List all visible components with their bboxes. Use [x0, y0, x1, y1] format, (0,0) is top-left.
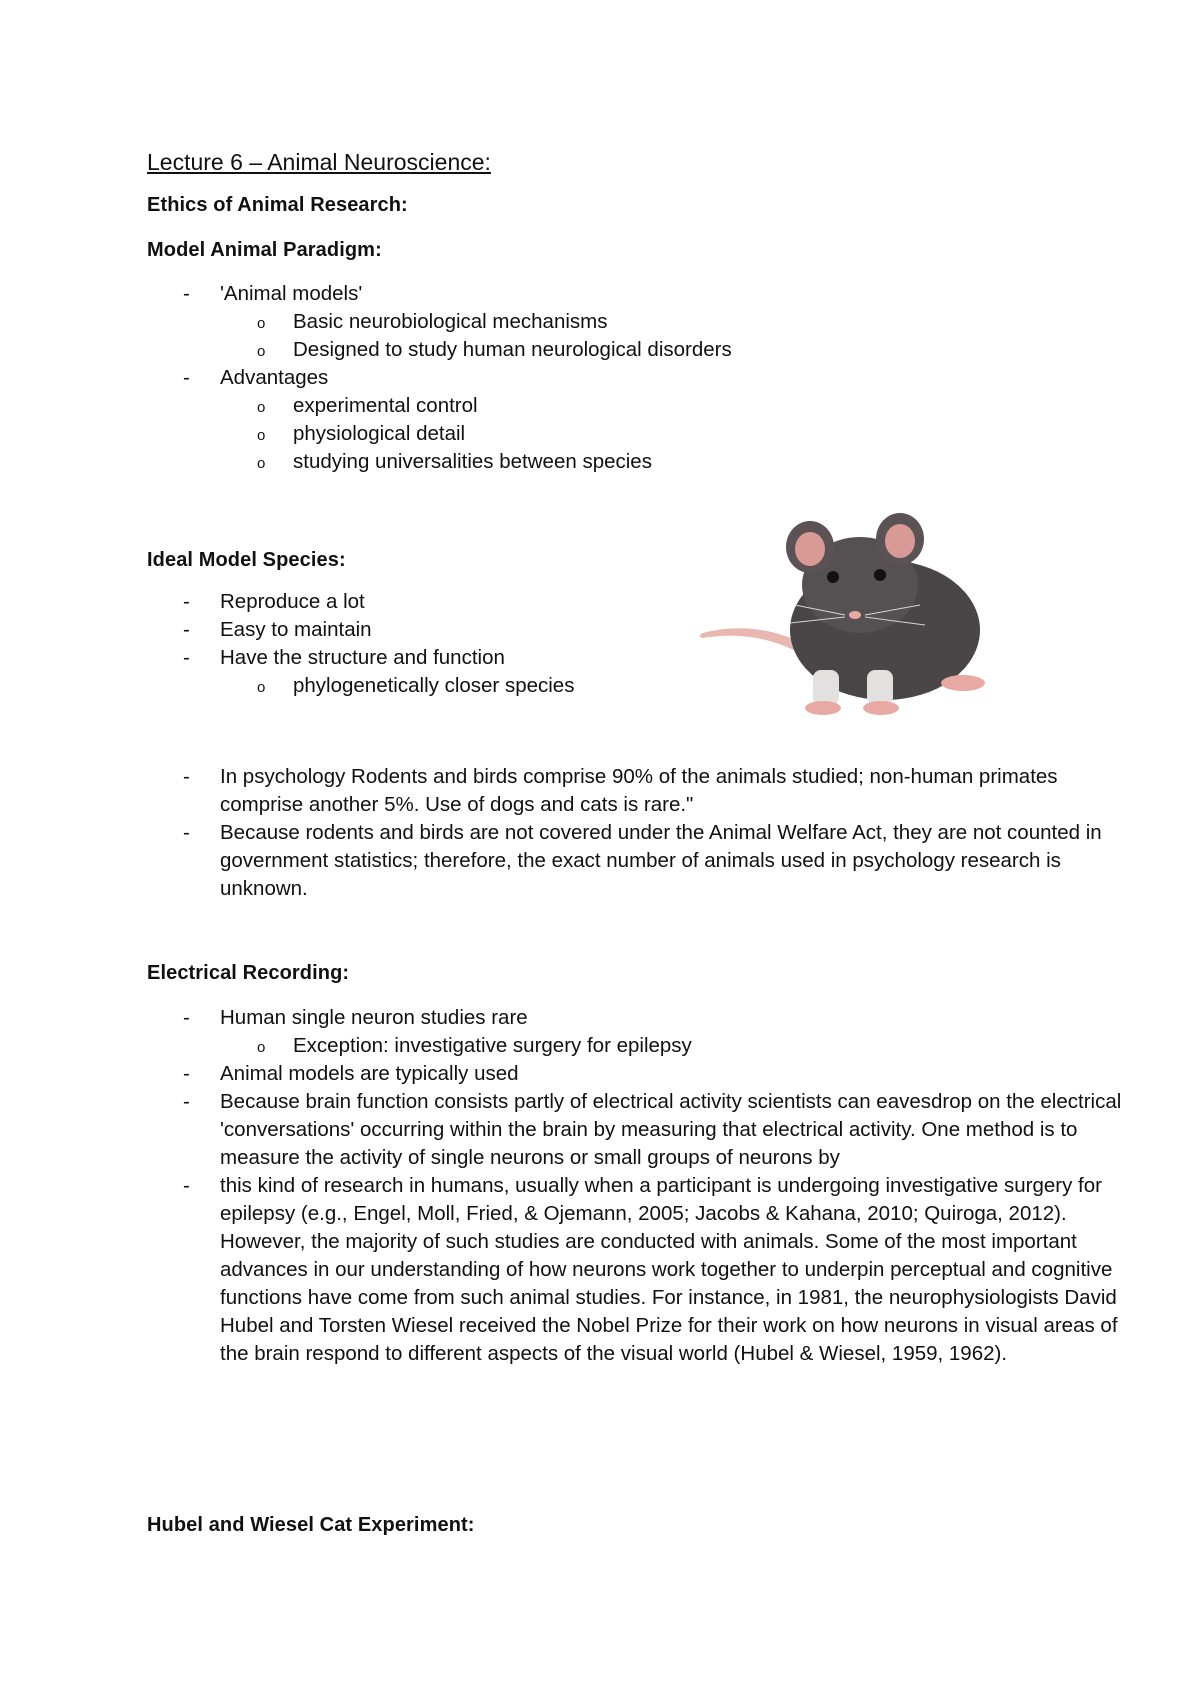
circle-bullet-icon: o: [257, 343, 266, 360]
dash-bullet: -: [183, 821, 190, 844]
circle-bullet-icon: o: [257, 315, 266, 332]
sub-list-item: [147, 308, 732, 336]
sub-list-item: [147, 1032, 1125, 1060]
list-item-text: 'Animal models': [220, 282, 363, 305]
list-item: [147, 1004, 1125, 1032]
sub-item-text: phylogenetically closer species: [293, 674, 575, 697]
rat-leg-front-left: [813, 670, 839, 705]
list-item-text: Because brain function consists partly of electrical activity scientists can eavesdrop on the electrical 'conversations' occurring within the brain by measuring that electrical activity. One method is to measure the activity of single neurons or small groups of neurons by: [220, 1090, 1122, 1169]
ideal-species-notes: [147, 763, 1125, 903]
sub-list-item: [147, 392, 732, 420]
rat-paw-hind: [941, 675, 985, 691]
list-item: [147, 1172, 1125, 1368]
list-item-text: Easy to maintain: [220, 618, 372, 641]
sub-list-item: [147, 448, 732, 476]
heading-ideal-model-species: Ideal Model Species:: [147, 549, 346, 571]
rat-leg-front-right: [867, 670, 893, 705]
sub-item-text: Basic neurobiological mechanisms: [293, 310, 608, 333]
rat-tail: [700, 628, 805, 655]
list-item-text: Animal models are typically used: [220, 1062, 519, 1085]
list-item-text: Advantages: [220, 366, 329, 389]
sub-item-text: physiological detail: [293, 422, 466, 445]
sub-list-item: [147, 336, 732, 364]
heading-electrical-recording: Electrical Recording:: [147, 962, 350, 984]
dash-bullet: -: [183, 590, 190, 613]
heading-ethics: Ethics of Animal Research:: [147, 194, 408, 216]
list-item-text: Have the structure and function: [220, 646, 505, 669]
list-item-text: Reproduce a lot: [220, 590, 365, 613]
electrical-recording-list: [147, 1004, 1125, 1368]
heading-hubel-wiesel: Hubel and Wiesel Cat Experiment:: [147, 1514, 475, 1536]
list-item-text: Human single neuron studies rare: [220, 1006, 528, 1029]
sub-item-text: experimental control: [293, 394, 478, 417]
sub-list-item: [147, 420, 732, 448]
list-item-text: In psychology Rodents and birds comprise 90% of the animals studied; non-human primates comprise another 5%. Use of dogs and cats is rare.": [220, 765, 1058, 816]
sub-list-item: [147, 672, 574, 700]
list-item: [147, 819, 1125, 903]
dash-bullet: -: [183, 1062, 190, 1085]
rat-eye-right: [874, 569, 886, 581]
rat-eye-left: [827, 571, 839, 583]
dash-bullet: -: [183, 646, 190, 669]
page-title: Lecture 6 – Animal Neuroscience:: [147, 149, 491, 175]
sub-item-text: Exception: investigative surgery for epilepsy: [293, 1034, 692, 1057]
list-item: [147, 1060, 1125, 1088]
dash-bullet: -: [183, 618, 190, 641]
circle-bullet-icon: o: [257, 455, 266, 472]
list-item: [147, 763, 1125, 819]
rat-nose: [849, 611, 861, 619]
list-item: [147, 616, 574, 644]
circle-bullet-icon: o: [257, 679, 266, 696]
dash-bullet: -: [183, 1174, 190, 1197]
list-item-text: Because rodents and birds are not covered under the Animal Welfare Act, they are not counted in government statistics; therefore, the exact number of animals used in psychology research is unknown.: [220, 821, 1102, 900]
list-item: [147, 364, 732, 392]
dash-bullet: -: [183, 366, 190, 389]
list-item-text: this kind of research in humans, usually when a participant is undergoing investigative surgery for epilepsy (e.g., Engel, Moll, Fried, & Ojemann, 2005; Jacobs & Kahana, 2010; Quiroga, 2012). However, the majority of such studies are conducted with animals. Some of the most important advances in our understanding of how neurons work together to underpin perceptual and cognitive functions have come from such animal studies. For instance, in 1981, the neurophysiologists David Hubel and Torsten Wiesel received the Nobel Prize for their work on how neurons in visual areas of the brain respond to different aspects of the visual world (Hubel & Wiesel, 1959, 1962).: [220, 1174, 1118, 1365]
rat-ear-right-inner: [885, 524, 915, 558]
dash-bullet: -: [183, 765, 190, 788]
dash-bullet: -: [183, 1090, 190, 1113]
list-item: [147, 588, 574, 616]
dash-bullet: -: [183, 282, 190, 305]
list-item: [147, 1088, 1125, 1172]
ideal-species-list: [147, 588, 574, 700]
heading-model-animal-paradigm: Model Animal Paradigm:: [147, 239, 382, 261]
circle-bullet-icon: o: [257, 1039, 266, 1056]
sub-item-text: studying universalities between species: [293, 450, 652, 473]
rat-paw-front-left: [805, 701, 841, 715]
circle-bullet-icon: o: [257, 399, 266, 416]
sub-item-text: Designed to study human neurological disorders: [293, 338, 732, 361]
rat-ear-left-inner: [795, 532, 825, 566]
list-item: [147, 644, 574, 672]
dash-bullet: -: [183, 1006, 190, 1029]
list-item: [147, 280, 732, 308]
model-paradigm-list: [147, 280, 732, 476]
circle-bullet-icon: o: [257, 427, 266, 444]
rat-photo: [695, 505, 1000, 730]
rat-paw-front-right: [863, 701, 899, 715]
